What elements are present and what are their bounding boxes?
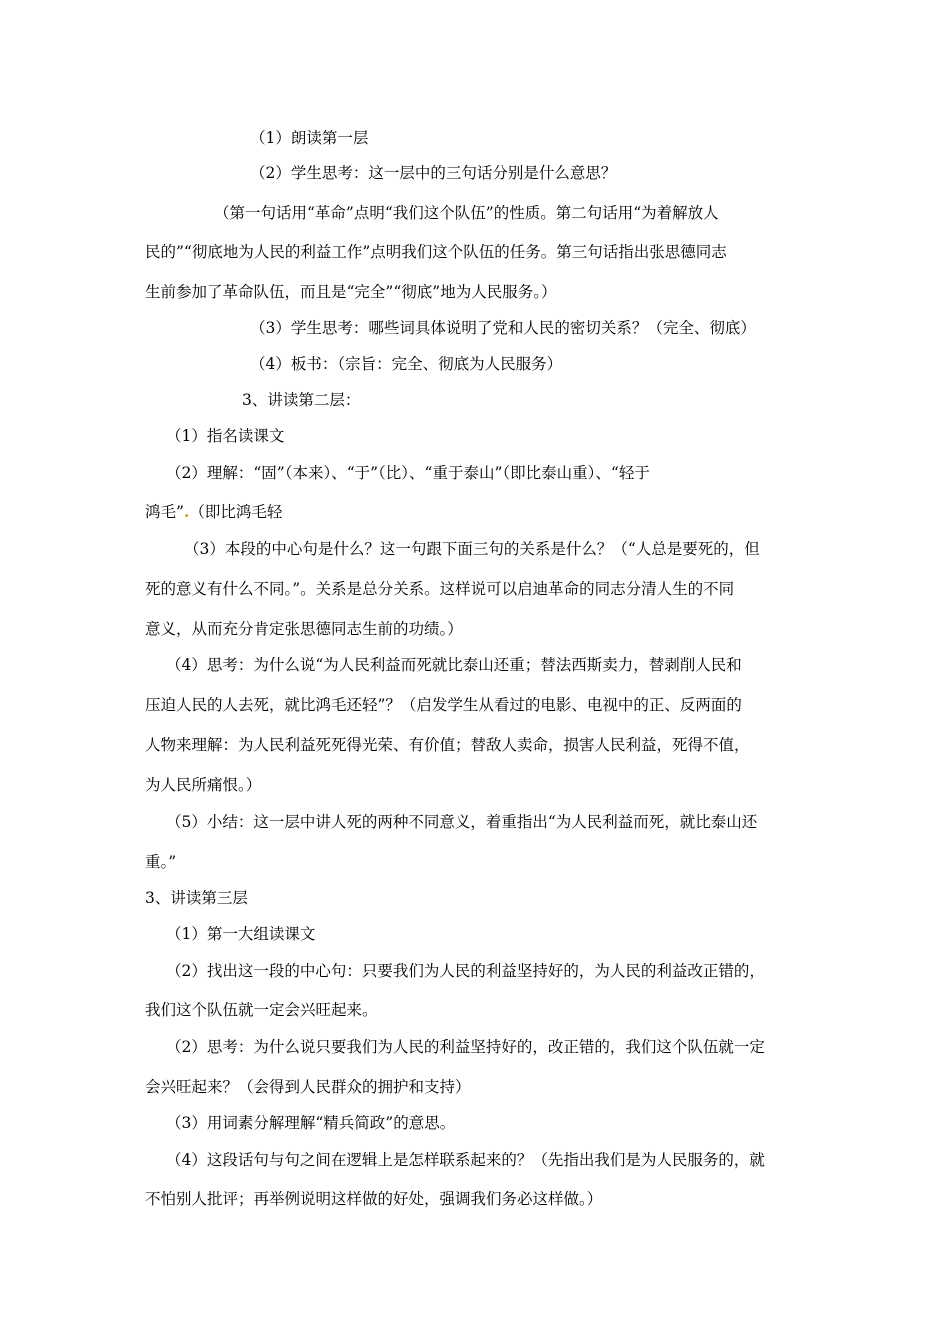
- text-line: 重。”: [145, 853, 177, 871]
- text-line: （5）小结：这一层中讲人死的两种不同意义，着重指出“为人民利益而死，就比泰山还: [166, 813, 758, 831]
- text-line: （3）学生思考：哪些词具体说明了党和人民的密切关系？（完全、彻底）: [250, 319, 756, 337]
- text-fragment: （即比鸿毛轻: [189, 503, 283, 521]
- text-line: （1）第一大组读课文: [166, 925, 316, 943]
- text-line: （1）朗读第一层: [250, 129, 369, 147]
- text-line: 意义，从而充分肯定张思德同志生前的功绩。）: [145, 620, 463, 638]
- text-line: [0, 502, 950, 522]
- text-fragment: 鸿毛”: [145, 503, 184, 521]
- text-line: （3）用词素分解理解“精兵简政”的意思。: [166, 1114, 456, 1132]
- text-line: （4）这段话句与句之间在逻辑上是怎样联系起来的？（先指出我们是为人民服务的，就: [166, 1151, 765, 1169]
- section-heading: 3、讲读第二层：: [242, 391, 361, 409]
- text-line: 人物来理解：为人民利益死死得光荣、有价值；替敌人卖命，损害人民利益，死得不值，: [145, 736, 750, 754]
- text-line: （4）板书：（宗旨：完全、彻底为人民服务）: [250, 355, 563, 373]
- text-line: 为人民所痛恨。）: [145, 776, 262, 794]
- text-line: 生前参加了革命队伍，而且是“完全”“彻底”地为人民服务。）: [145, 283, 557, 301]
- highlight-dot: .: [183, 502, 190, 521]
- text-line: （2）学生思考：这一层中的三句话分别是什么意思？: [250, 164, 617, 182]
- text-line: （1）指名读课文: [166, 427, 285, 445]
- text-line: 不怕别人批评；再举例说明这样做的好处，强调我们务必这样做。）: [145, 1190, 603, 1208]
- text-line: 会兴旺起来？（会得到人民群众的拥护和支持）: [145, 1078, 471, 1096]
- text-line: （第一句话用“革命”点明“我们这个队伍”的性质。第二句话用“为着解放人: [214, 204, 719, 222]
- section-heading: 3、讲读第三层: [145, 889, 248, 907]
- text-line: （2）理解：“固”（本来）、“于”（比）、“重于泰山”（即比泰山重）、“轻于: [166, 464, 650, 482]
- text-line: 我们这个队伍就一定会兴旺起来。: [145, 1001, 378, 1019]
- text-line: 民的”“彻底地为人民的利益工作”点明我们这个队伍的任务。第三句话指出张思德同志: [145, 243, 727, 261]
- text-line: （4）思考：为什么说“为人民利益而死就比泰山还重；替法西斯卖力，替剥削人民和: [166, 656, 742, 674]
- text-line: 死的意义有什么不同。”。关系是总分关系。这样说可以启迪革命的同志分清人生的不同: [145, 580, 735, 598]
- text-line: （2）找出这一段的中心句：只要我们为人民的利益坚持好的，为人民的利益改正错的，: [166, 962, 765, 980]
- text-line: 压迫人民的人去死，就比鸿毛还轻”？（启发学生从看过的电影、电视中的正、反两面的: [145, 696, 742, 714]
- text-line: （2）思考：为什么说只要我们为人民的利益坚持好的，改正错的，我们这个队伍就一定: [166, 1038, 765, 1056]
- text-line: （3）本段的中心句是什么？这一句跟下面三句的关系是什么？（“人总是要死的，但: [184, 540, 760, 558]
